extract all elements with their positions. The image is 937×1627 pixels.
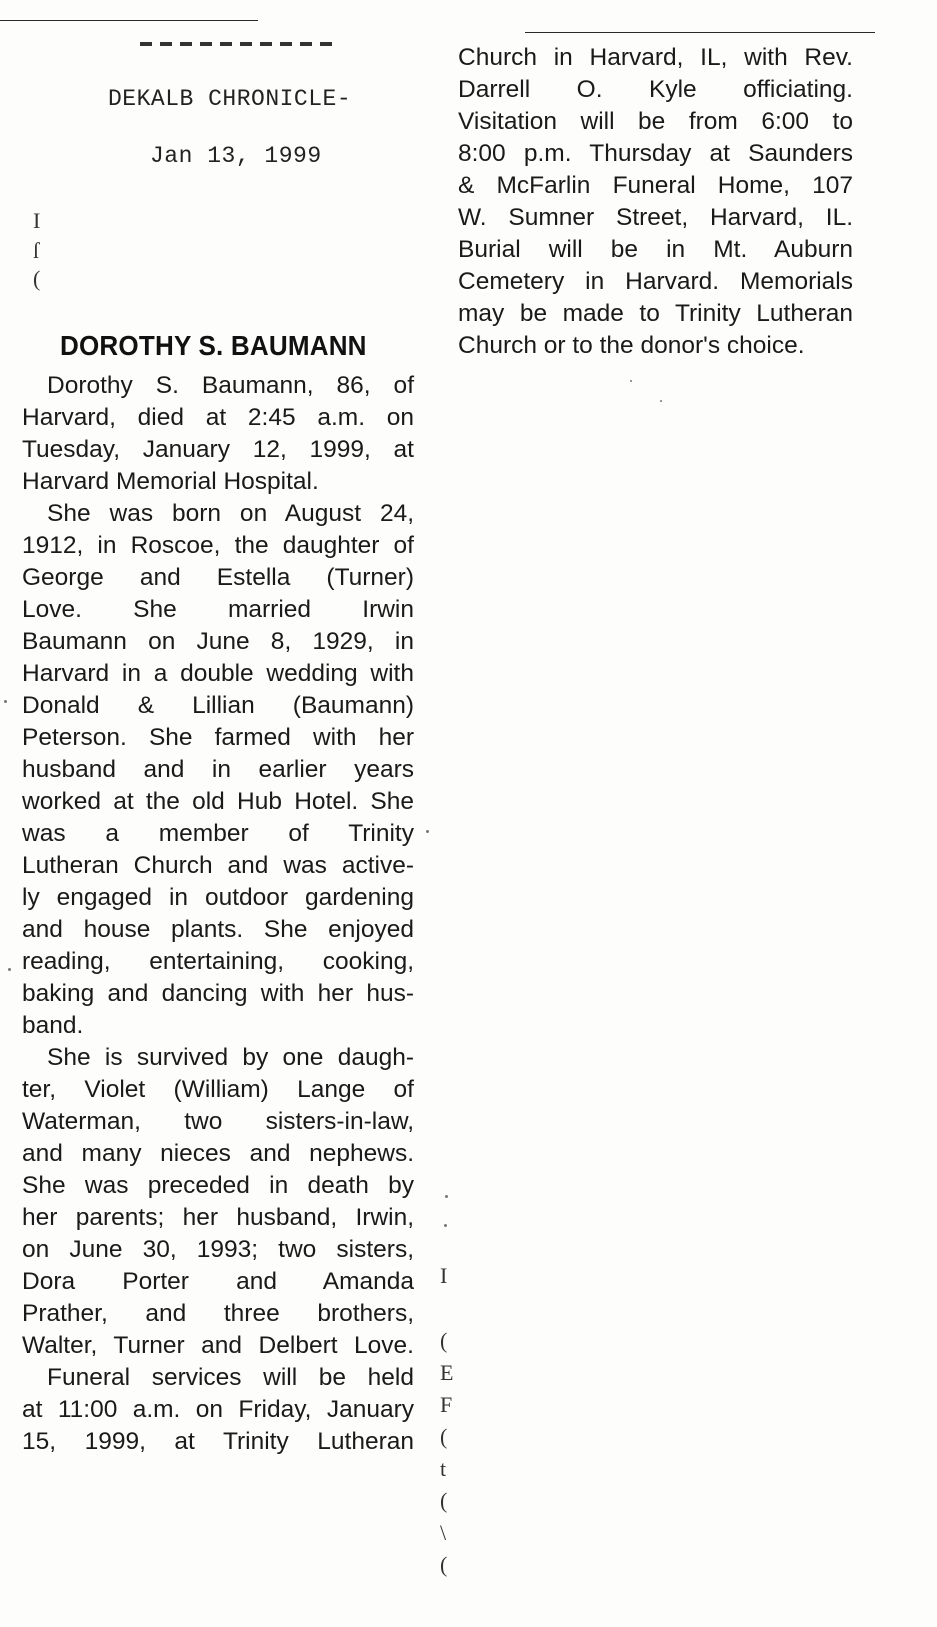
text-line: Tuesday, January 12, 1999, at <box>22 436 414 463</box>
right-edge-fragment: I <box>440 1263 448 1288</box>
text-line: Lutheran Church and was active- <box>22 852 414 879</box>
text-line: Donald & Lillian (Baumann) <box>22 692 414 719</box>
right-edge-fragment: F <box>440 1392 453 1417</box>
left-edge-fragment: ( <box>33 266 41 291</box>
text-line: on June 30, 1993; two sisters, <box>22 1236 414 1263</box>
scan-speck <box>660 400 662 402</box>
right-edge-fragment: ( <box>440 1552 448 1577</box>
masthead-remnant <box>140 42 340 46</box>
text-line: was a member of Trinity <box>22 820 414 847</box>
text-line: Love. She married Irwin <box>22 596 414 623</box>
text-line: her parents; her husband, Irwin, <box>22 1204 414 1231</box>
publication-date: Jan 13, 1999 <box>150 143 322 169</box>
text-line: Walter, Turner and Delbert Love. <box>22 1332 414 1359</box>
text-line: Prather, and three brothers, <box>22 1300 414 1327</box>
top-rule-left <box>0 20 258 21</box>
text-line: 8:00 p.m. Thursday at Saunders <box>458 140 853 167</box>
scan-speck <box>8 968 11 971</box>
text-line: ter, Violet (William) Lange of <box>22 1076 414 1103</box>
text-line: worked at the old Hub Hotel. She <box>22 788 414 815</box>
text-line: & McFarlin Funeral Home, 107 <box>458 172 853 199</box>
right-edge-fragment: ( <box>440 1488 448 1513</box>
scan-speck <box>426 830 429 833</box>
left-edge-fragment: ſ <box>33 238 40 263</box>
text-line: husband and in earlier years <box>22 756 414 783</box>
text-line: 15, 1999, at Trinity Lutheran <box>22 1428 414 1455</box>
right-edge-fragment: t <box>440 1456 447 1481</box>
obituary-headline: DOROTHY S. BAUMANN <box>60 330 367 361</box>
text-line: She is survived by one daugh- <box>47 1044 414 1071</box>
scan-speck <box>444 1224 447 1227</box>
text-line: band. <box>22 1012 84 1039</box>
obituary-left-column <box>22 370 414 1458</box>
text-line: Dora Porter and Amanda <box>22 1268 414 1295</box>
text-line: Harvard Memorial Hospital. <box>22 468 319 495</box>
text-line: baking and dancing with her hus- <box>22 980 414 1007</box>
newspaper-name: DEKALB CHRONICLE- <box>108 86 352 112</box>
text-line: Waterman, two sisters-in-law, <box>22 1108 414 1135</box>
text-line: Cemetery in Harvard. Memorials <box>458 268 853 295</box>
text-line: Dorothy S. Baumann, 86, of <box>47 372 414 399</box>
text-line: She was preceded in death by <box>22 1172 414 1199</box>
scan-speck <box>630 380 632 382</box>
text-line: Funeral services will be held <box>47 1364 414 1391</box>
text-line: and many nieces and nephews. <box>22 1140 414 1167</box>
text-line: George and Estella (Turner) <box>22 564 414 591</box>
text-line: W. Sumner Street, Harvard, IL. <box>458 204 853 231</box>
obituary-right-column <box>458 42 853 362</box>
text-line: 1912, in Roscoe, the daughter of <box>22 532 414 559</box>
text-line: Church or to the donor's choice. <box>458 332 805 359</box>
text-line: Peterson. She farmed with her <box>22 724 414 751</box>
text-line: Church in Harvard, IL, with Rev. <box>458 44 853 71</box>
text-line: Baumann on June 8, 1929, in <box>22 628 414 655</box>
text-line: Harvard, died at 2:45 a.m. on <box>22 404 414 431</box>
text-line: Darrell O. Kyle officiating. <box>458 76 853 103</box>
text-line: reading, entertaining, cooking, <box>22 948 414 975</box>
top-rule-right <box>525 32 875 33</box>
text-line: Visitation will be from 6:00 to <box>458 108 853 135</box>
right-edge-fragment: ( <box>440 1328 448 1353</box>
text-line: Burial will be in Mt. Auburn <box>458 236 853 263</box>
text-line: She was born on August 24, <box>47 500 414 527</box>
right-edge-fragment: \ <box>440 1520 447 1545</box>
left-edge-fragment: I <box>33 208 41 233</box>
text-line: may be made to Trinity Lutheran <box>458 300 853 327</box>
text-line: ly engaged in outdoor gardening <box>22 884 414 911</box>
text-line: and house plants. She enjoyed <box>22 916 414 943</box>
right-edge-fragment: E <box>440 1360 454 1385</box>
scan-speck <box>4 700 7 703</box>
text-line: Harvard in a double wedding with <box>22 660 414 687</box>
text-line: at 11:00 a.m. on Friday, January <box>22 1396 414 1423</box>
right-edge-fragment: ( <box>440 1424 448 1449</box>
scan-speck <box>445 1195 448 1198</box>
